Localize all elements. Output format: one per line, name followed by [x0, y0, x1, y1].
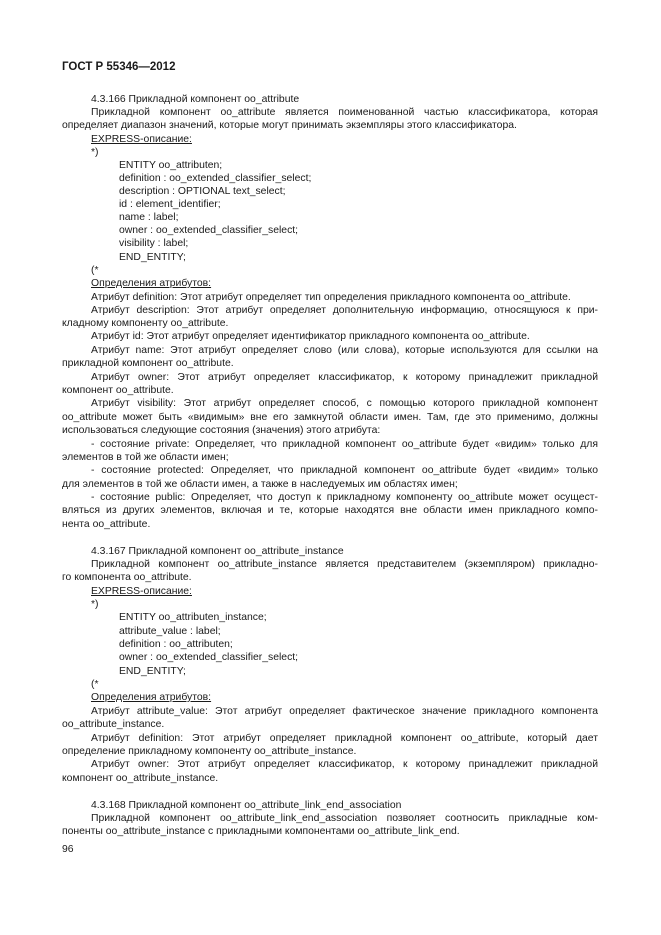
paragraph-line: поненты oo_attribute_instance с прикладными компонентами oo_attribute_link_end. — [62, 826, 460, 837]
attributes-label: Определения атрибутов: — [91, 692, 212, 703]
paragraph-line: Атрибут definition: Этот атрибут определяет тип определения прикладного компонента oo_attribute. — [91, 292, 571, 303]
paragraph-line: Прикладной компонент oo_attribute является поименованной частью классификатора, которая — [91, 107, 598, 118]
paragraph-line: определение прикладному компоненту oo_attribute_instance. — [62, 746, 357, 757]
code-line: description : OPTIONAL text_select; — [119, 186, 286, 197]
list-item-line: для элементов в той же области имен, а также в наследуемых им областях имен; — [62, 479, 458, 490]
code-line: owner : oo_extended_classifier_select; — [119, 225, 299, 236]
paragraph-line: Атрибут description: Этот атрибут определяет дополнительную информацию, относящуюся к при- — [91, 305, 598, 316]
code-line: name : label; — [119, 212, 179, 223]
paragraph-line: Атрибут owner: Этот атрибут определяет классификатор, к которому принадлежит прикладной — [91, 372, 598, 383]
code-line: END_ENTITY; — [119, 666, 186, 677]
list-item-line: - состояние public: Определяет, что доступ к прикладному компоненту oo_attribute может осущест- — [91, 492, 598, 503]
code-close: (* — [91, 265, 99, 276]
code-line: END_ENTITY; — [119, 252, 186, 263]
list-item-line: - состояние protected: Определяет, что прикладной компонент oo_attribute будет «видим» только — [91, 465, 598, 476]
code-close: (* — [91, 679, 99, 690]
paragraph-line: кладному компоненту oo_attribute. — [62, 318, 229, 329]
express-label: EXPRESS-описание: — [91, 586, 192, 597]
list-item-line: - состояние private: Определяет, что прикладной компонент oo_attribute будет «видим» только для — [91, 439, 598, 450]
section-heading: 4.3.168 Прикладной компонент oo_attribute_link_end_association — [91, 800, 402, 811]
section-heading: 4.3.166 Прикладной компонент oo_attribute — [91, 94, 300, 105]
paragraph-line: Прикладной компонент oo_attribute_instance является представителем (экземпляром) прикладно- — [91, 559, 598, 570]
express-label: EXPRESS-описание: — [91, 134, 192, 145]
code-line: owner : oo_extended_classifier_select; — [119, 652, 299, 663]
section-heading: 4.3.167 Прикладной компонент oo_attribute_instance — [91, 546, 344, 557]
code-line: id : element_identifier; — [119, 199, 221, 210]
code-open: *) — [91, 147, 99, 158]
paragraph-line: Атрибут name: Этот атрибут определяет слово (или слова), которые используются для ссылки на — [91, 345, 598, 356]
code-line: ENTITY oo_attributen; — [119, 160, 223, 171]
code-line: definition : oo_extended_classifier_select; — [119, 173, 312, 184]
document-header: ГОСТ Р 55346—2012 — [62, 61, 176, 73]
code-line: definition : oo_attributen; — [119, 639, 233, 650]
code-line: attribute_value : label; — [119, 626, 221, 637]
paragraph-line: Атрибут id: Этот атрибут определяет идентификатор прикладного компонента oo_attribute. — [91, 331, 530, 342]
paragraph-line: определяет диапазон значений, которые могут принимать экземпляры этого классификатора. — [62, 120, 517, 131]
code-open: *) — [91, 599, 99, 610]
paragraph-line: oo_attribute может быть «видимым» вне его замкнутой области имен. Там, где это применимо, должны — [62, 412, 598, 423]
paragraph-line: Атрибут attribute_value: Этот атрибут определяет фактическое значение прикладного компонента — [91, 706, 598, 717]
list-item-line: нента oo_attribute. — [62, 519, 151, 530]
paragraph-line: го компонента oo_attribute. — [62, 572, 192, 583]
attributes-label: Определения атрибутов: — [91, 278, 212, 289]
list-item-line: вляться из других элементов, включая и те, которые находятся вне области имен прикладного компо- — [62, 505, 598, 516]
paragraph-line: Атрибут visibility: Этот атрибут определяет способ, с помощью которого прикладной компонент — [91, 398, 598, 409]
list-item-line: элементов в той же области имен; — [62, 452, 229, 463]
paragraph-line: прикладной компонент oo_attribute. — [62, 358, 234, 369]
paragraph-line: Прикладной компонент oo_attribute_link_end_association позволяет соотносить прикладные ком- — [91, 813, 598, 824]
paragraph-line: Атрибут owner: Этот атрибут определяет классификатор, к которому принадлежит прикладной — [91, 759, 598, 770]
code-line: ENTITY oo_attributen_instance; — [119, 612, 267, 623]
paragraph-line: использоваться следующие состояния (значения) этого атрибута: — [62, 425, 381, 436]
paragraph-line: Атрибут definition: Этот атрибут определяет прикладной компонент oo_attribute, который дает — [91, 733, 598, 744]
paragraph-line: oo_attribute_instance. — [62, 719, 165, 730]
code-line: visibility : label; — [119, 238, 189, 249]
page-number: 96 — [62, 844, 74, 855]
paragraph-line: компонент oo_attribute. — [62, 385, 174, 396]
paragraph-line: компонент oo_attribute_instance. — [62, 773, 219, 784]
